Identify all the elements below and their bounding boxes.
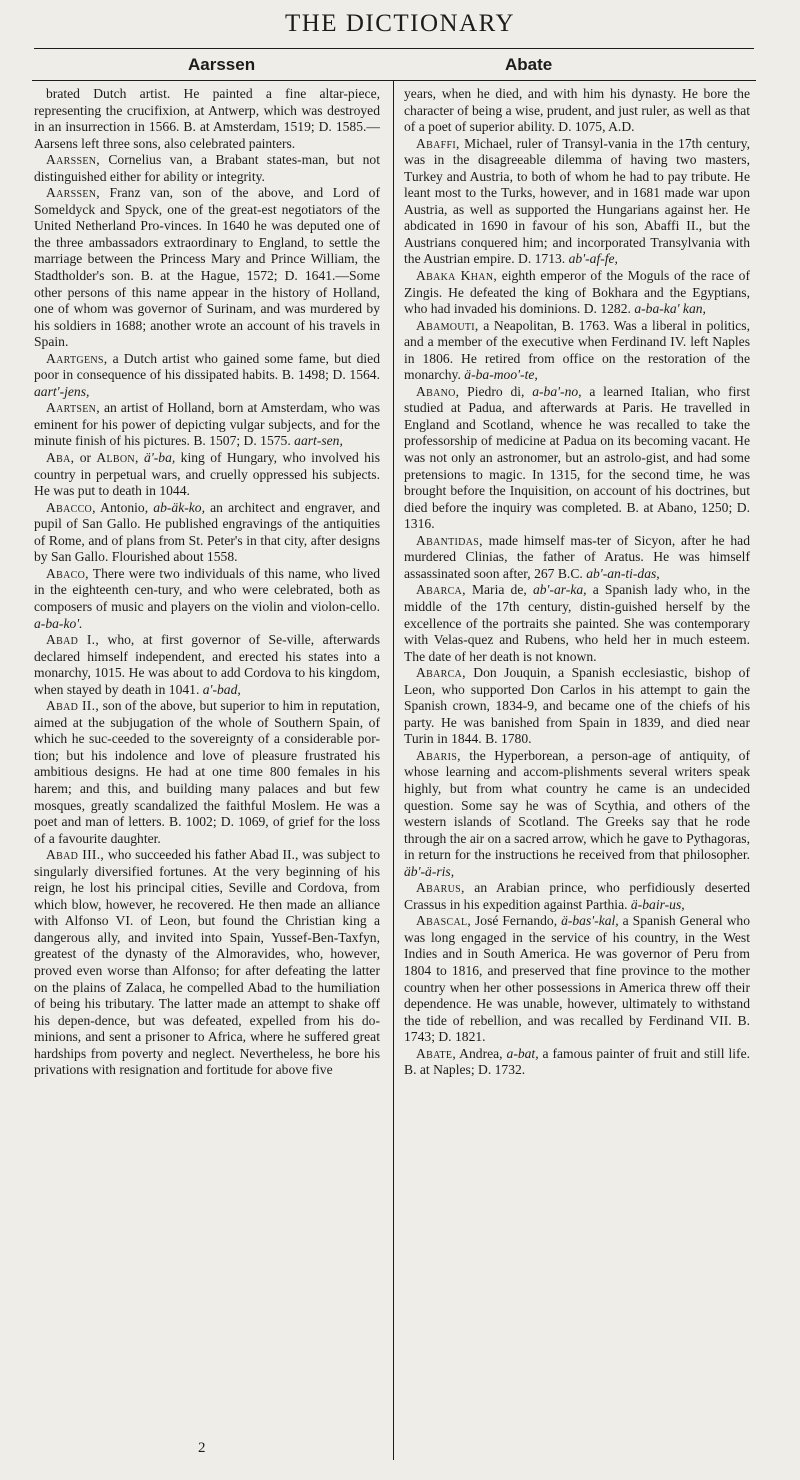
entry-text: who succeeded his father Abad II., was subject to singularly diversified fortunes. At the very beginning of his reign, he lost his principal cities, Seville and Cordova, from which blow, however, he recovered. He then made an alliance with Alfonso VI. of Leon, but found the Christian king a dangerous ally, and invited into Spain, Yussef-Ben-Taxfyn, greatest of the dynasty of the Almoravides, who, however, proved even worse than Alfonso; for after defeating the latter on the plains of Zalaca, he compelled Abad to the humiliation of being his tributary. The latter made an attempt to shake off his depen-dence, but was defeated, expelled from his do-minions, and sent a prisoner to Africa, where he suffered great hardships from poverty and neglect. Nevertheless, he bore his privations with resignation and fortitude for above five xyxy=(34,847,380,1078)
dictionary-entry xyxy=(404,880,750,913)
entry-text: a Dutch artist who gained some fame, but died poor in consequence of his dissipated habits. B. 1498; D. 1564. xyxy=(34,350,380,383)
entry-text: son of the above, but superior to him in reputation, aimed at the subjugation of the whole of Southern Spain, of which he suc-ceeded to the sovereignty of a considerable por-tion; but his indolence and love of pleasure frustrated his ambitious designs. He had at one time 800 females in his harem; and this, and building many palaces and but few mosques, greatly scandalized the faithful Moslem. He was a poet and man of letters. B. 1002; D. 1069, of grief for the loss of a favourite daughter. xyxy=(34,698,380,846)
dictionary-entry xyxy=(404,533,750,583)
dictionary-entry xyxy=(34,632,380,698)
headword: Abaco, xyxy=(46,565,89,581)
entry-text: There were two individuals of this name, who lived in the eighteenth cen-tury, and who were celebrated, both as composers of music and players on the violin and violon-cello. xyxy=(34,565,380,614)
headword: Abarus, xyxy=(416,880,465,896)
headword: Albon, xyxy=(96,450,139,466)
headword: Abaka Khan, xyxy=(416,268,498,284)
headword: Abad III., xyxy=(46,847,105,863)
dictionary-entry xyxy=(404,1046,750,1079)
entry-text: Andrea, xyxy=(456,1045,507,1061)
entry-text: Franz van, son of the above, and Lord of Someldyck and Spyck, one of the great-est negotiators of the United Netherland Pro-vinces. In 1640 he was deputed one of the three ambassadors extraordinary to England, to settle the marriage between the Princess Mary and Prince William, the Stadtholder's son. B. at the Hague, 1572; D. 1641.—Some other persons of this name appear in the history of Holland, one of whom was governor of Surinam, and was murdered by his soldiers in 1688; another wrote an account of his travels in Spain. xyxy=(34,185,380,350)
pronunciation: ab'-af-fe, xyxy=(565,251,618,267)
dictionary-entry xyxy=(404,748,750,880)
running-head: THE DICTIONARY xyxy=(284,10,515,37)
column-divider xyxy=(393,80,394,1460)
entry-text: the Hyperborean, a person-age of antiquity, of whose learning and accom-plishments several writers speak highly, but from what country he came is an undecided question. Some say he was of Scythia, and others of the western islands of Scotland. The Greeks say that he rode through the air on a sacred arrow, which he gave to Pythagoras, in return for the instructions he received from that philosopher. xyxy=(404,747,750,863)
headword: Abarca, xyxy=(416,582,466,598)
headword: Aarssen, xyxy=(46,185,100,201)
entry-text: Antonio, xyxy=(95,499,154,515)
headword: Abarca, xyxy=(416,665,466,681)
header-rule xyxy=(32,80,756,81)
entry-text: made himself mas-ter of Sicyon, after he had murdered Clinias, the father of Aratus. He was himself assassinated soon after, 267 B.C. xyxy=(404,532,750,581)
dictionary-entry xyxy=(404,268,750,318)
headword: Abascal, xyxy=(416,913,472,929)
pronunciation: a'-bad, xyxy=(199,681,241,697)
headword: Abad II., xyxy=(46,698,100,714)
dictionary-entry xyxy=(34,698,380,847)
entry-text: a Spanish General who was long engaged in the service of his country, in the West Indies and in South America. He was governor of Peru from 1804 to 1816, and preserved that fine province to the mother country when her other possessions in America threw off their dependence. He was unable, however, ultimately to withstand the tide of rebellion, and was recalled by Ferdinand VII. B. 1743; D. 1821. xyxy=(404,913,750,1045)
entry-text: Don Jouquin, a Spanish ecclesiastic, bishop of Leon, who supported Don Carlos in his attempt to gain the Spanish crown, 1834-9, and became one of the chiefs of his party. He was banished from Spain in 1839, and died near Turin in 1844. B. 1780. xyxy=(404,665,750,747)
entry-text: a Spanish lady who, in the middle of the 17th century, distin-guished herself by the excellence of the portraits she painted. She was contemporary with Velas-quez and Rubens, who held her in much esteem. The date of her death is not known. xyxy=(404,582,750,664)
pronunciation: aart'-jens, xyxy=(34,383,90,399)
dictionary-entry xyxy=(34,400,380,450)
pronunciation: aart-sen, xyxy=(290,433,343,449)
dictionary-entry xyxy=(404,665,750,748)
dictionary-entry xyxy=(34,86,380,152)
entry-text: a famous painter of fruit and still life. B. at Naples; D. 1732. xyxy=(404,1045,751,1078)
dictionary-entry xyxy=(404,86,750,136)
dictionary-entry xyxy=(34,450,380,500)
pronunciation: ä-bas'-kal, xyxy=(561,913,619,929)
right-column xyxy=(404,86,750,1079)
pronunciation: ä-bair-us, xyxy=(627,896,685,912)
pronunciation: äb'-ä-ris, xyxy=(404,863,455,879)
headword: Abamouti, xyxy=(416,317,479,333)
pronunciation: a-ba'-no, xyxy=(532,383,582,399)
pronunciation: ä'-ba, xyxy=(138,450,176,466)
entry-text: an Arabian prince, who perfidiously deserted Crassus in his expedition against Parthia. xyxy=(404,880,750,912)
pronunciation: a-bat, xyxy=(506,1045,539,1061)
headword: Abad I., xyxy=(46,632,100,648)
pronunciation: a-ba-ko'. xyxy=(34,615,83,631)
headword: Abantidas, xyxy=(416,532,483,548)
headword: Aartsen, xyxy=(46,400,100,416)
headword: Aartgens, xyxy=(46,350,108,366)
dictionary-entry xyxy=(34,847,380,1079)
dictionary-entry xyxy=(34,351,380,401)
entry-text: king of Hungary, who involved his country in perpetual wars, and cruelly oppressed his subjects. He was put to death in 1044. xyxy=(34,450,380,499)
headword: Abate, xyxy=(416,1045,457,1061)
guide-word-left: Aarssen xyxy=(188,55,256,74)
dictionary-entry xyxy=(34,152,380,185)
entry-text: who, at first governor of Se-ville, afterwards declared himself independent, and erected his states into a monarchy, 1015. He was about to add Cordova to his kingdom, when stayed by death in 1041. xyxy=(34,632,380,697)
headword: Abacco, xyxy=(46,499,96,515)
dictionary-entry xyxy=(34,500,380,566)
guide-word-right: Abate xyxy=(505,55,553,74)
pronunciation: ab'-ar-ka, xyxy=(532,582,587,598)
entry-text: Cornelius van, a Brabant states-man, but not distinguished either for ability or integrity. xyxy=(34,152,380,184)
pronunciation: ä-ba-moo'-te, xyxy=(460,367,538,383)
headword: Abaffi, xyxy=(416,135,460,151)
entry-text: brated Dutch artist. He painted a fine altar-piece, representing the crucifixion, at Antwerp, which was destroyed in an insurrection in 1566. B. at Amsterdam, 1519; D. 1585.—Aarsens left three sons, also celebrated painters. xyxy=(34,86,380,151)
pronunciation: ab-äk-ko, xyxy=(153,499,205,515)
entry-text: Maria de, xyxy=(465,582,533,598)
dictionary-entry xyxy=(404,318,750,384)
entry-text: an artist of Holland, born at Amsterdam, who was eminent for his power of depicting vulgar subjects, and for the minute finish of his pictures. B. 1507; D. 1575. xyxy=(34,400,380,449)
headword: Abaris, xyxy=(416,747,461,763)
entry-text: years, when he died, and with him his dynasty. He bore the character of being a wise, prudent, and just ruler, as well as that of a poet of superior ability. D. 1075, A.D. xyxy=(404,86,750,135)
headword: Abano, xyxy=(416,383,460,399)
headword: Aarssen, xyxy=(46,152,100,168)
entry-text: a Neapolitan, B. 1763. Was a liberal in politics, and a member of the executive when Ferdinand IV. left Naples in 1806. He retired from office on the restoration of the monarchy. xyxy=(404,317,750,383)
entry-text: eighth emperor of the Moguls of the race of Zingis. He defeated the king of Bokhara and the Egyptians, who had invaded his dominions. D. 1282. xyxy=(404,268,750,317)
dictionary-entry xyxy=(404,136,750,268)
dictionary-entry xyxy=(404,384,750,533)
dictionary-entry xyxy=(34,185,380,350)
page-number: 2 xyxy=(198,1440,206,1456)
entry-text: Piedro di, xyxy=(459,383,533,399)
entry-text: a learned Italian, who first studied at Padua, and afterwards at Paris. He travelled in England and Scotland, whence he was recalled to take the professorship of medicine at Padua on its becoming vacant. He was not only an astronomer, but an astrolo-gist, and had some pretensions to magic. In 1315, for the second time, he was brought before the Inquisition, on account of his doctrines, but died before the inquiry was completed. B. at Abano, 1250; D. 1316. xyxy=(404,383,750,532)
dictionary-entry xyxy=(404,582,750,665)
entry-text: José Fernando, xyxy=(471,913,562,929)
headword: Aba, xyxy=(46,450,75,466)
pronunciation: a-ba-ka' kan, xyxy=(630,301,706,317)
entry-text: an architect and engraver, and pupil of San Gallo. He published engravings of the antiquities of Rome, and of plans from St. Peter's in that city, after designs by San Gallo. Flourished about 1558. xyxy=(34,499,380,565)
pronunciation: ab'-an-ti-das, xyxy=(582,565,660,581)
entry-text: or xyxy=(74,450,97,466)
dictionary-entry xyxy=(34,566,380,632)
top-rule xyxy=(34,48,754,49)
entry-text: Michael, ruler of Transyl-vania in the 17th century, was in the disagreeable dilemma of having two masters, Turkey and Austria, to both of whom he had to pay tribute. He leant most to the Turks, however, and in 1681 made war upon Austria, as well as supported the Hungarians against her. He abdicated in 1690 in favour of his son, Abaffi II., but the Austrians conquered him; and incorporated Transylvania with the Austrian empire. D. 1713. xyxy=(404,135,750,267)
dictionary-entry xyxy=(404,913,750,1045)
left-column xyxy=(34,86,380,1079)
